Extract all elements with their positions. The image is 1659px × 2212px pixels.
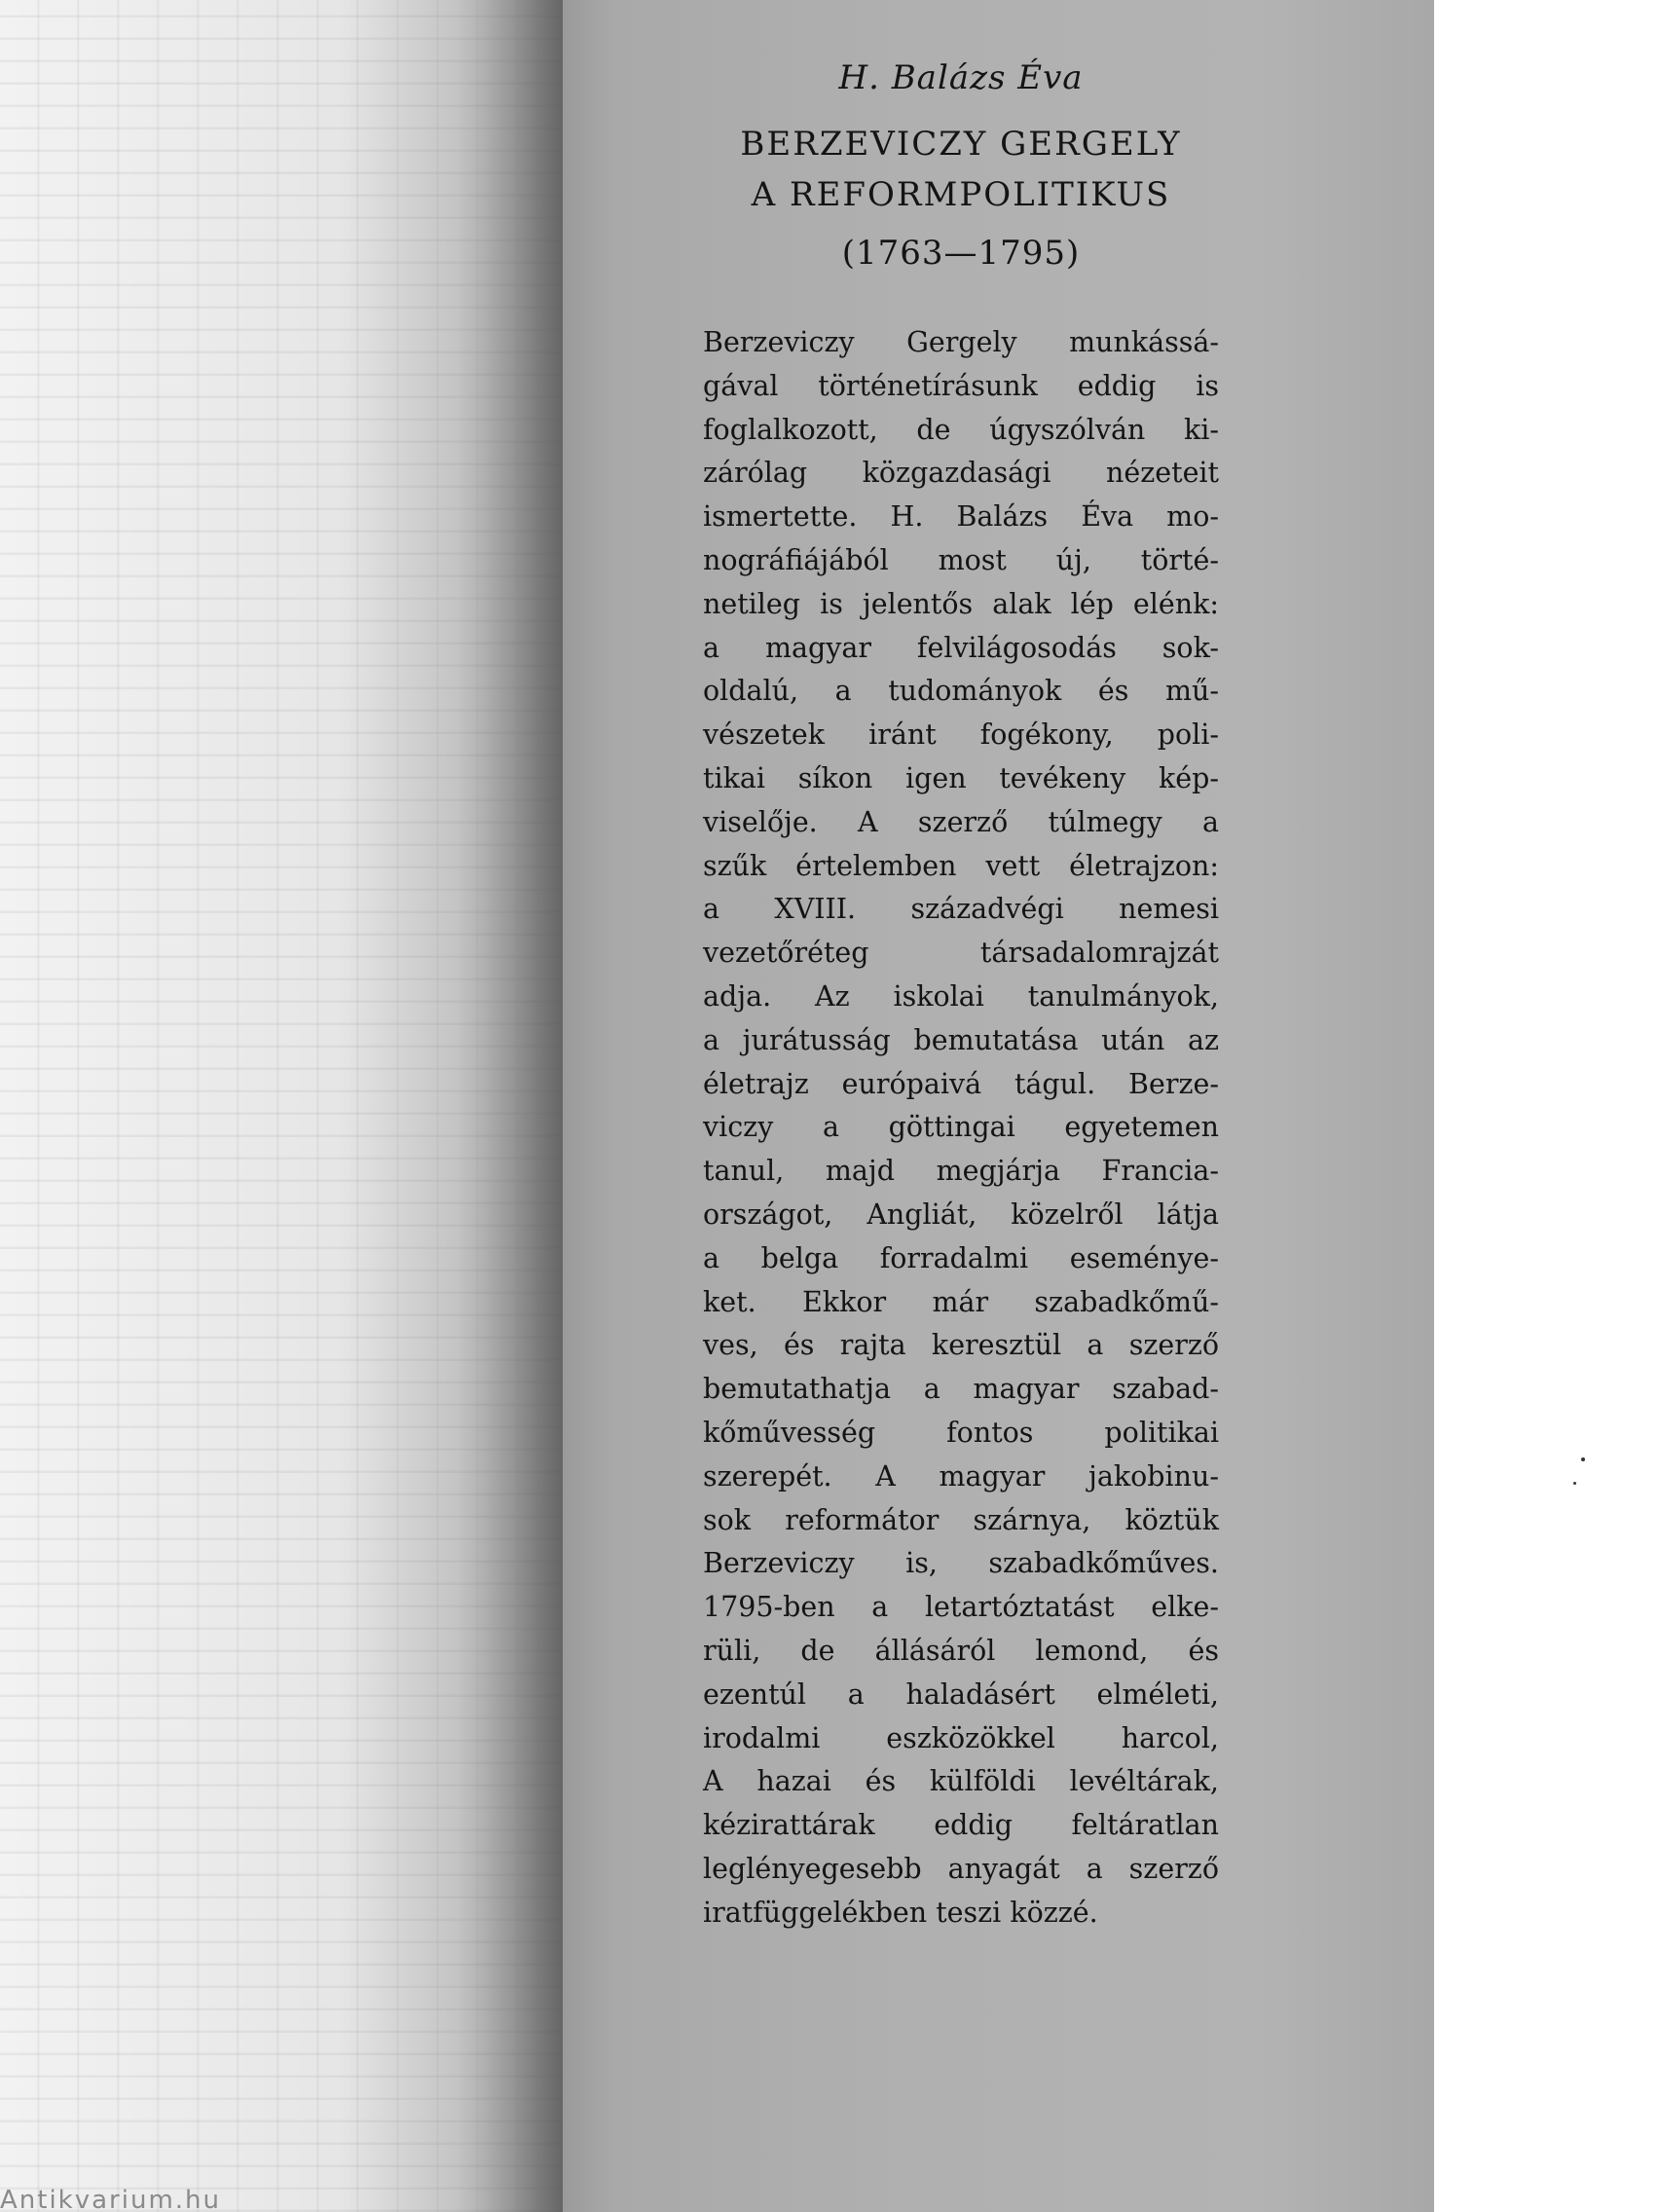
blurb-line: 1795-ben a letartóztatást elke- [703, 1591, 1219, 1624]
title-line-2: A REFORMPOLITIKUS [751, 175, 1171, 214]
scan-speck [1581, 1457, 1585, 1461]
blurb-line: gával történetírásunk eddig is [703, 369, 1219, 402]
flap-text [703, 58, 1219, 1935]
blurb-line: kőművesség fontos politikai [703, 1416, 1219, 1449]
blurb-line: zárólag közgazdasági nézeteit [703, 457, 1219, 490]
blurb-line: Berzeviczy is, szabadkőműves. [703, 1547, 1219, 1580]
blurb-line: irodalmi eszközökkel harcol, [703, 1721, 1219, 1754]
blurb-line: a magyar felvilágosodás sok- [703, 631, 1219, 664]
blurb-line: ves, és rajta keresztül a szerző [703, 1329, 1219, 1362]
blurb-line: nográfiájából most új, törté- [703, 543, 1219, 576]
author-name: H. Balázs Éva [838, 58, 1084, 97]
blurb-line: vezetőréteg társadalomrajzát [703, 937, 1219, 970]
blurb-line: életrajz európaivá tágul. Berze- [703, 1067, 1219, 1100]
scan-speck [1573, 1482, 1576, 1485]
blurb-line: foglalkozott, de úgyszólván ki- [703, 413, 1219, 446]
blurb-line: rüli, de állásáról lemond, és [703, 1634, 1219, 1667]
blurb-line: kézirattárak eddig feltáratlan [703, 1809, 1219, 1842]
blurb-line: iratfüggelékben teszi közzé. [703, 1896, 1098, 1929]
blurb-line: A hazai és külföldi levéltárak, [703, 1765, 1219, 1798]
blurb-line: ezentúl a haladásért elméleti, [703, 1677, 1219, 1711]
page-shadow [458, 0, 565, 2212]
scan-margin [1434, 0, 1659, 2212]
blurb-line: országot, Angliát, közelről látja [703, 1198, 1219, 1231]
blurb-line: adja. Az iskolai tanulmányok, [703, 979, 1219, 1013]
blurb-line: Berzeviczy Gergely munkássá- [703, 326, 1219, 358]
blurb-line: oldalú, a tudományok és mű- [703, 675, 1219, 708]
blurb-line: leglényegesebb anyagát a szerző [703, 1852, 1219, 1885]
blurb-line: vészetek iránt fogékony, poli- [703, 719, 1219, 752]
blurb-line: bemutathatja a magyar szabad- [703, 1373, 1219, 1406]
blurb-line: a XVIII. századvégi nemesi [703, 893, 1219, 926]
blurb-line: viselője. A szerző túlmegy a [703, 805, 1219, 838]
blurb-line: tikai síkon igen tevékeny kép- [703, 761, 1219, 794]
blurb-line: szűk értelemben vett életrajzon: [703, 849, 1219, 882]
blurb-line: viczy a göttingai egyetemen [703, 1111, 1219, 1144]
blurb-line: ket. Ekkor már szabadkőmű- [703, 1285, 1219, 1318]
blurb-line: ismertette. H. Balázs Éva mo- [703, 500, 1219, 534]
blurb-line: tanul, majd megjárja Francia- [703, 1155, 1219, 1188]
title-line-1: BERZEVICZY GERGELY [740, 125, 1182, 164]
blurb-line: netileg is jelentős alak lép elénk: [703, 587, 1219, 620]
blurb-line: sok reformátor szárnya, köztük [703, 1503, 1219, 1536]
book-title [703, 119, 1219, 220]
blurb-line: a jurátusság bemutatása után az [703, 1023, 1219, 1056]
blurb-line: szerepét. A magyar jakobinu- [703, 1459, 1219, 1493]
blurb-paragraph [703, 321, 1219, 1935]
watermark-text: Antikvarium.hu [0, 2186, 221, 2212]
blurb-line: a belga forradalmi eseménye- [703, 1241, 1219, 1274]
book-years: (1763—1795) [841, 234, 1081, 273]
